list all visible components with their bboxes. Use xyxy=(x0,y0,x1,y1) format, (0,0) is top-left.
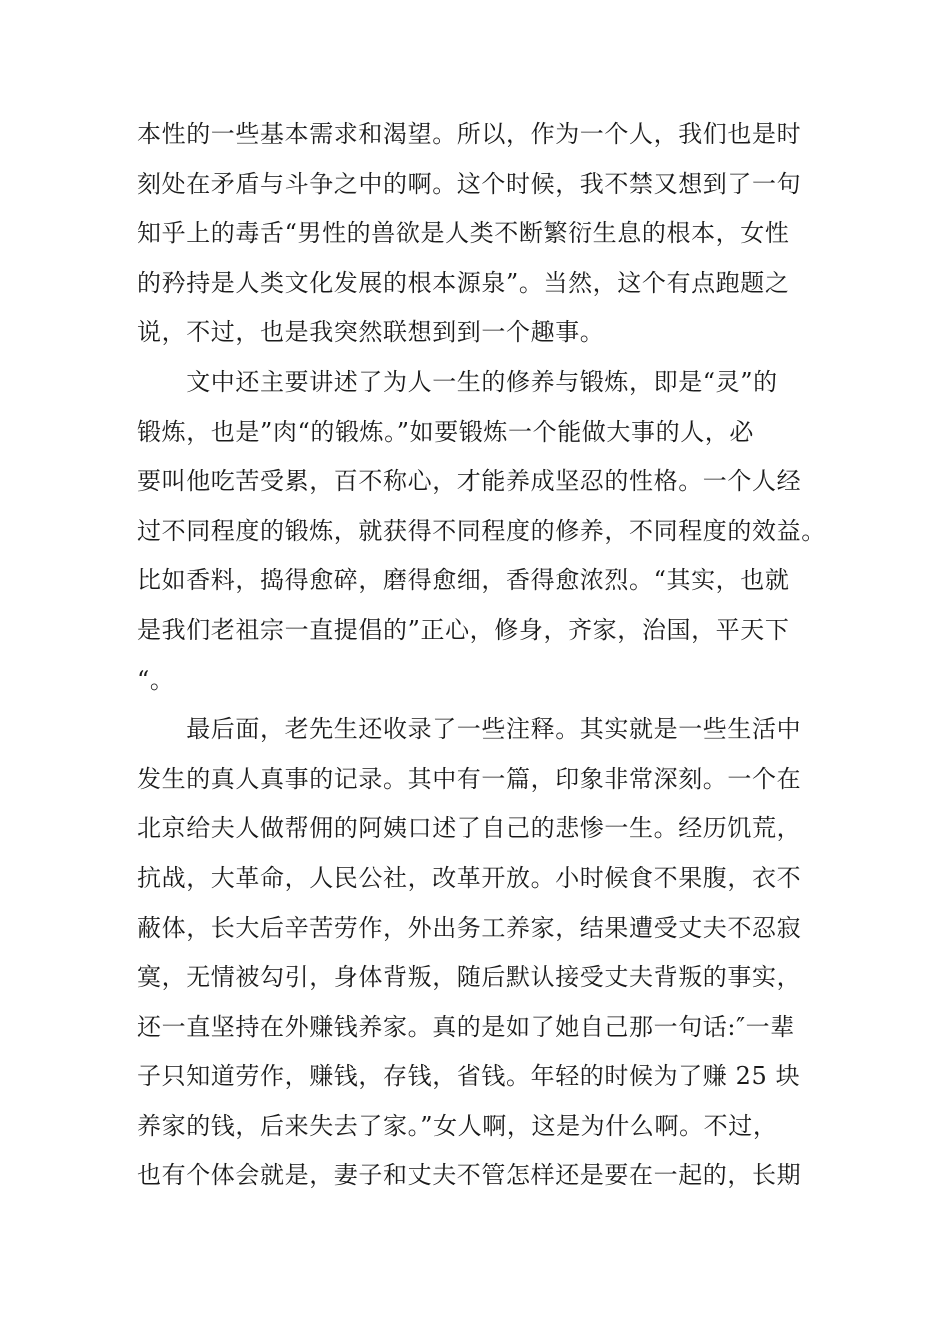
text-line: 发生的真人真事的记录。其中有一篇，印象非常深刻。一个在 xyxy=(137,764,802,793)
text-line: 抗战，大革命，人民公社，改革开放。小时候食不果腹，衣不 xyxy=(137,863,802,892)
text-line: 本性的一些基本需求和渴望。所以，作为一个人，我们也是时 xyxy=(137,120,802,148)
text-line: 养家的钱，后来失去了家。”女人啊，这是为什么啊。不过， xyxy=(137,1111,778,1140)
text-line: 文中还主要讲述了为人一生的修养与锻炼，即是“灵”的 xyxy=(137,367,778,396)
body-text xyxy=(137,110,837,1201)
text-line: 过不同程度的锻炼，就获得不同程度的修养，不同程度的效益。 xyxy=(137,516,826,545)
text-line: 刻处在矛盾与斗争之中的啊。这个时候，我不禁又想到了一句 xyxy=(137,169,802,198)
text-line: 还一直坚持在外赚钱养家。真的是如了她自己那一句话:″一辈 xyxy=(137,1012,795,1041)
text-line: 比如香料，捣得愈碎，磨得愈细，香得愈浓烈。“其实，也就 xyxy=(137,566,790,595)
text-line: 蔽体，长大后辛苦劳作，外出务工养家，结果遭受丈夫不忍寂 xyxy=(137,913,802,942)
text-line: 要叫他吃苦受累，百不称心，才能养成坚忍的性格。一个人经 xyxy=(137,467,802,496)
text-line: 也有个体会就是，妻子和丈夫不管怎样还是要在一起的，长期 xyxy=(137,1161,802,1190)
text-line: “。 xyxy=(137,665,175,694)
text-line: 是我们老祖宗一直提倡的”正心，修身，齐家，治国，平天下 xyxy=(137,615,790,644)
text-line: 说，不过，也是我突然联想到到一个趣事。 xyxy=(137,318,605,347)
text-line: 的矜持是人类文化发展的根本源泉”。当然，这个有点跑题之 xyxy=(137,268,790,297)
text-line: 子只知道劳作，赚钱，存钱，省钱。年轻的时候为了赚 25 块 xyxy=(137,1062,801,1091)
text-line: 锻炼，也是”肉“的锻炼。”如要锻炼一个能做大事的人，必 xyxy=(137,417,755,446)
text-line: 北京给夫人做帮佣的阿姨口述了自己的悲惨一生。经历饥荒， xyxy=(137,814,802,843)
text-line: 寞，无情被勾引，身体背叛，随后默认接受丈夫背叛的事实， xyxy=(137,963,802,992)
text-line: 知乎上的毒舌“男性的兽欲是人类不断繁衍生息的根本，女性 xyxy=(137,219,790,248)
text-line: 最后面，老先生还收录了一些注释。其实就是一些生活中 xyxy=(137,715,802,744)
